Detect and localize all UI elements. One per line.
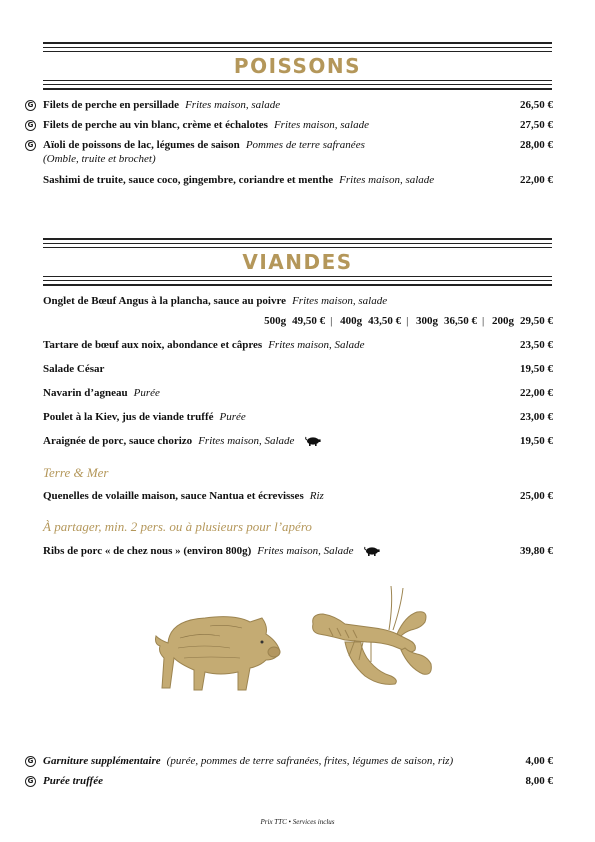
pig-icon <box>305 436 321 446</box>
gluten-free-badge-icon: G <box>25 120 36 131</box>
price: 8,00 € <box>525 775 553 787</box>
viandes-bottom-rule <box>43 276 552 289</box>
viandes-title: VIANDES <box>242 250 353 274</box>
menu-item: Ribs de porc « de chez nous » (environ 800g) Frites maison, Salade 39,80 € <box>43 545 553 557</box>
menu-item: Onglet de Bœuf Angus à la plancha, sauce au poivre Frites maison, salade <box>43 295 388 307</box>
menu-item: Sashimi de truite, sauce coco, gingembre, coriandre et menthe Frites maison, salade 22,00 € <box>43 174 553 186</box>
gluten-free-badge-icon: G <box>25 140 36 151</box>
price: 39,80 € <box>520 545 553 557</box>
menu-item: Araignée de porc, sauce chorizo Frites maison, Salade 19,50 € <box>43 435 553 447</box>
menu-item: Garniture supplémentaire (purée, pommes de terre safranées, frites, légumes de saison, riz) 4,00 € <box>43 755 553 767</box>
gluten-free-badge-icon: G <box>25 756 36 767</box>
pig-icon <box>364 546 380 556</box>
menu-item: Purée truffée 8,00 € <box>43 775 553 787</box>
menu-item: Filets de perche en persillade Frites maison, salade 26,50 € <box>43 99 553 111</box>
pig-illustration-icon <box>150 598 285 698</box>
price: 22,00 € <box>520 387 553 399</box>
lobster-illustration-icon <box>305 584 440 699</box>
gluten-free-badge-icon: G <box>25 776 36 787</box>
poissons-title: POISSONS <box>233 54 362 78</box>
price: 27,50 € <box>520 119 553 131</box>
menu-item: Tartare de bœuf aux noix, abondance et câpres Frites maison, Salade 23,50 € <box>43 339 553 351</box>
menu-item: Quenelles de volaille maison, sauce Nantua et écrevisses Riz 25,00 € <box>43 490 553 502</box>
price: 19,50 € <box>520 363 553 375</box>
price: 19,50 € <box>520 435 553 447</box>
partager-heading: À partager, min. 2 pers. ou à plusieurs pour l’apéro <box>43 519 312 534</box>
menu-item: Salade César 19,50 € <box>43 363 553 375</box>
price: 4,00 € <box>525 755 553 767</box>
menu-item: Aïoli de poissons de lac, légumes de saison Pommes de terre safranées 28,00 € (Omble, truite et brochet) <box>43 139 553 165</box>
poissons-bottom-rule <box>43 80 552 93</box>
gluten-free-badge-icon: G <box>25 100 36 111</box>
menu-item: Navarin d’agneau Purée 22,00 € <box>43 387 553 399</box>
terre-mer-heading: Terre & Mer <box>43 465 109 480</box>
price: 26,50 € <box>520 99 553 111</box>
menu-item: Filets de perche au vin blanc, crème et échalotes Frites maison, salade 27,50 € <box>43 119 553 131</box>
price: 23,00 € <box>520 411 553 423</box>
price: 25,00 € <box>520 490 553 502</box>
item-subtext: (Omble, truite et brochet) <box>43 153 156 165</box>
price: 23,50 € <box>520 339 553 351</box>
price: 22,00 € <box>520 174 553 186</box>
price: 28,00 € <box>520 139 553 151</box>
menu-item: Poulet à la Kiev, jus de viande truffé Purée 23,00 € <box>43 411 553 423</box>
footer-note: Prix TTC • Services inclus <box>260 818 335 826</box>
